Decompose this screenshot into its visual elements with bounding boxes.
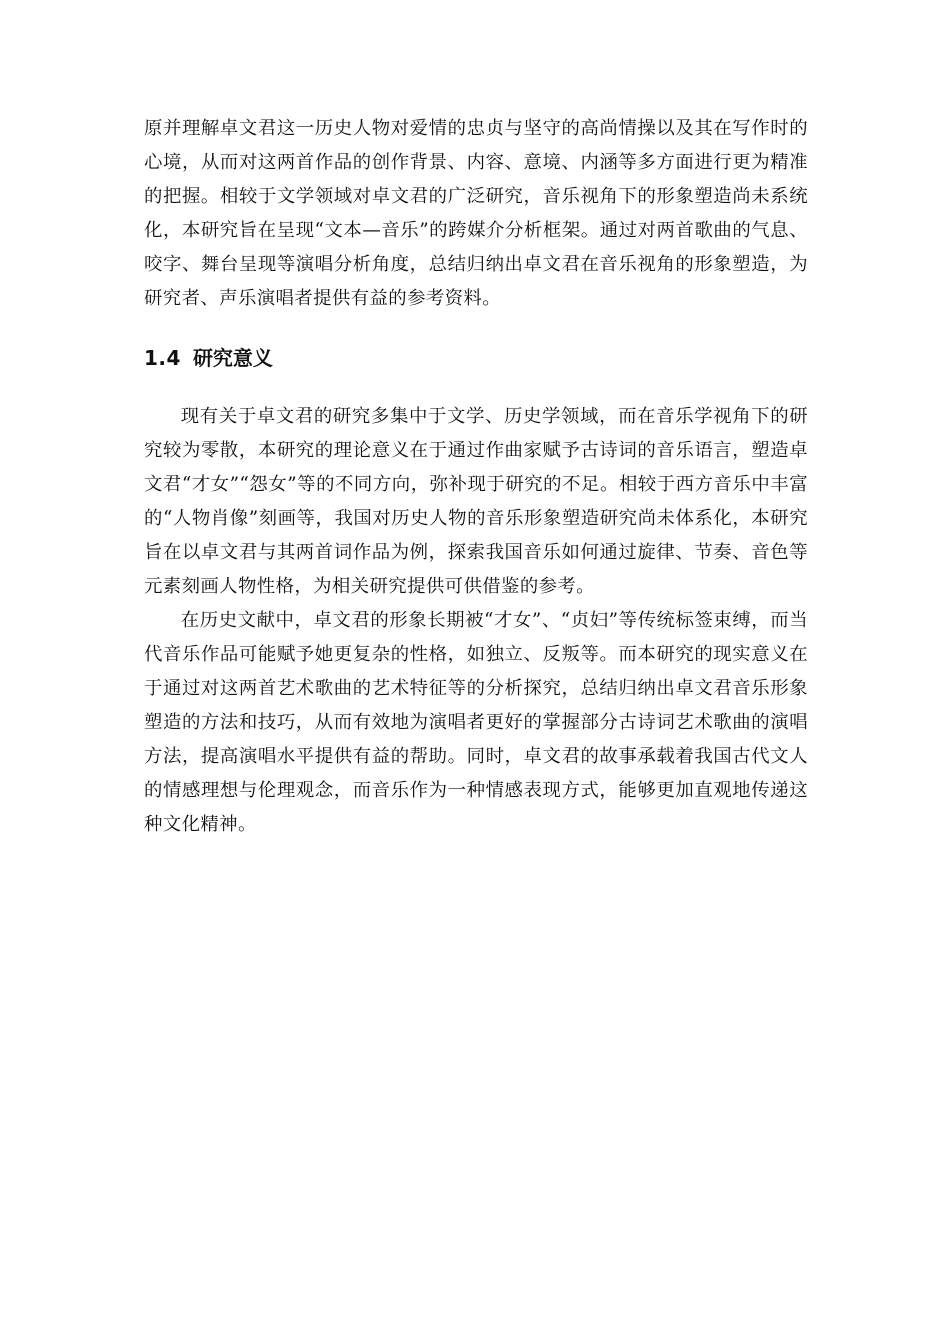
body-paragraph-theoretical-significance: 现有关于卓文君的研究多集中于文学、历史学领域，而在音乐学视角下的研究较为零散，本研究的理论意义在于通过作曲家赋予古诗词的音乐语言，塑造卓文君“才女”“怨女”等的不同方向，弥补现于研究的不足。相较于西方音乐中丰富的“人物肖像”刻画等，我国对历史人物的音乐形象塑造研究尚未体系化，本研究旨在以卓文君与其两首词作品为例，探索我国音乐如何通过旋律、节奏、音色等元素刻画人物性格，为相关研究提供可供借鉴的参考。 [144, 406, 808, 597]
section-number: 1.4 [144, 346, 181, 370]
body-paragraph-practical-significance: 在历史文献中，卓文君的形象长期被“才女”、“贞妇”等传统标签束缚，而当代音乐作品可能赋予她更复杂的性格，如独立、反叛等。而本研究的现实意义在于通过对这两首艺术歌曲的艺术特征等的分析探究，总结归纳出卓文君音乐形象塑造的方法和技巧，从而有效地为演唱者更好的掌握部分古诗词艺术歌曲的演唱方法，提高演唱水平提供有益的帮助。同时，卓文君的故事承载着我国古代文人的情感理想与伦理观念，而音乐作为一种情感表现方式，能够更加直观地传递这种文化精神。 [144, 610, 808, 835]
continued-paragraph: 原并理解卓文君这一历史人物对爱情的忠贞与坚守的高尚情操以及其在写作时的心境，从而对这两首作品的创作背景、内容、意境、内涵等多方面进行更为精准的把握。相较于文学领域对卓文君的广泛研究，音乐视角下的形象塑造尚未系统化，本研究旨在呈现“文本—音乐”的跨媒介分析框架。通过对两首歌曲的气息、咬字、舞台呈现等演唱分析角度，总结归纳出卓文君在音乐视角的形象塑造，为研究者、声乐演唱者提供有益的参考资料。 [144, 118, 808, 309]
section-heading [144, 343, 808, 373]
page-content [144, 112, 808, 842]
section-title: 研究意义 [192, 346, 273, 370]
